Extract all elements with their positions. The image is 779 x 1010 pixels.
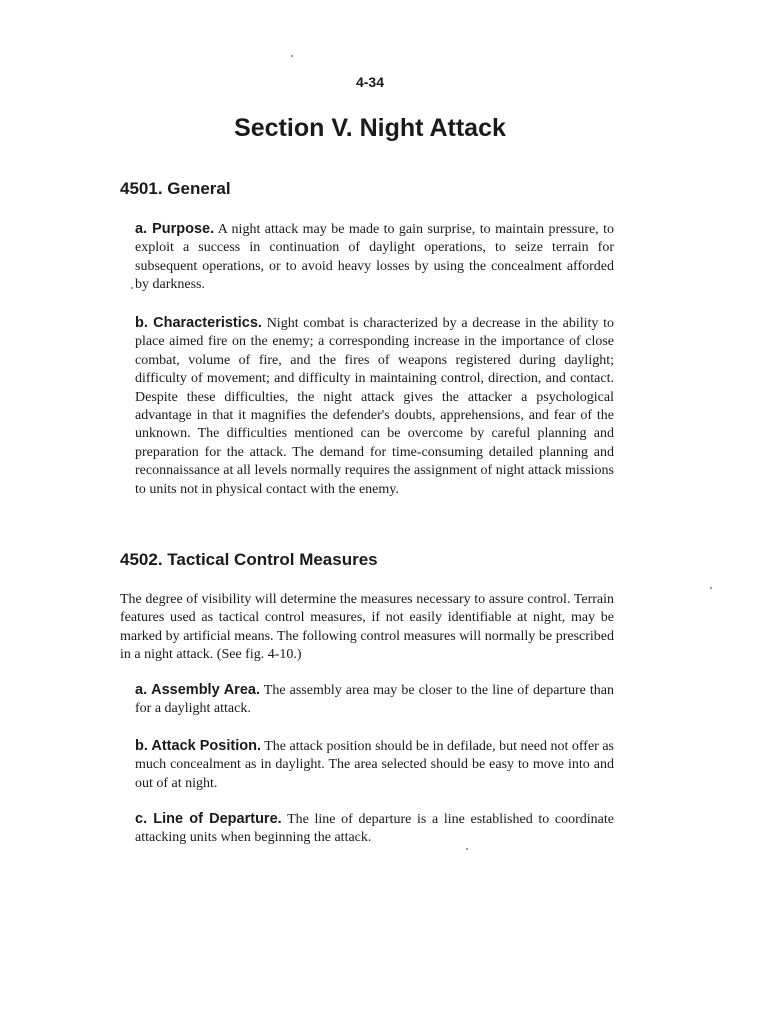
paragraph-text-characteristics: Night combat is characterized by a decrease in the ability to place aimed fire on the enemy; a corresponding increase in the importance of close combat, volume of fire, and the fires of weapons registered during daylight; difficulty of movement; and difficulty in maintaining control, direction, and contact. Despite these difficulties, the night attack gives the attacker a psychological advantage in that it magnifies the defender's doubts, apprehensions, and fear of the unknown. The difficulties mentioned can be overcome by careful planning and preparation for the attack. The demand for time-consuming detailed planning and reconnaissance at all levels normally requires the assignment of night attack missions to units not in physical contact with the enemy. [135,316,614,497]
paragraph-line-of-departure [135,810,614,848]
paragraph-text-purpose: A night attack may be made to gain surprise, to maintain pressure, to exploit a success in continuation of daylight operations, to seize terrain for subsequent operations, or to avoid heavy losses by using the concealment afforded by darkness. [135,222,614,293]
heading-4501-general: 4501. General [120,179,231,198]
paragraph-lead-assembly-area: a. Assembly Area. [135,682,260,698]
paragraph-lead-attack-position: b. Attack Position. [135,738,261,754]
scan-speck [131,287,133,289]
page-number: 4-34 [355,74,385,90]
paragraph-text-attack-position: The attack position should be in defilade, but need not offer as much concealment as in daylight. The area selected should be easy to move into and out of at night. [135,739,614,791]
paragraph-assembly-area [135,681,614,719]
scan-speck [291,55,293,57]
section-title: Section V. Night Attack [234,114,506,142]
scan-speck [466,848,468,850]
paragraph-lead-characteristics: b. Characteristics. [135,315,262,331]
paragraph-text-assembly-area: The assembly area may be closer to the line of departure than for a daylight attack. [135,683,614,717]
paragraph-lead-purpose: a. Purpose. [135,221,215,237]
heading-4502-tactical-control-measures: 4502. Tactical Control Measures [120,550,378,569]
paragraph-intro-visibility: The degree of visibility will determine the measures necessary to assure control. Terrain features used as tactical control measures, if not easily identifiable at night, may be marked by artificial means. The following control measures will normally be prescribed in a night attack. (See fig. 4-10.) [120,592,614,663]
scan-speck [710,587,712,589]
paragraph-attack-position [135,737,614,793]
paragraph-purpose [135,220,614,295]
paragraph-lead-line-of-departure: c. Line of Departure. [135,811,282,827]
paragraph-characteristics [135,314,614,499]
paragraph-text-line-of-departure: The line of departure is a line established to coordinate attacking units when beginning the attack. [135,812,614,846]
